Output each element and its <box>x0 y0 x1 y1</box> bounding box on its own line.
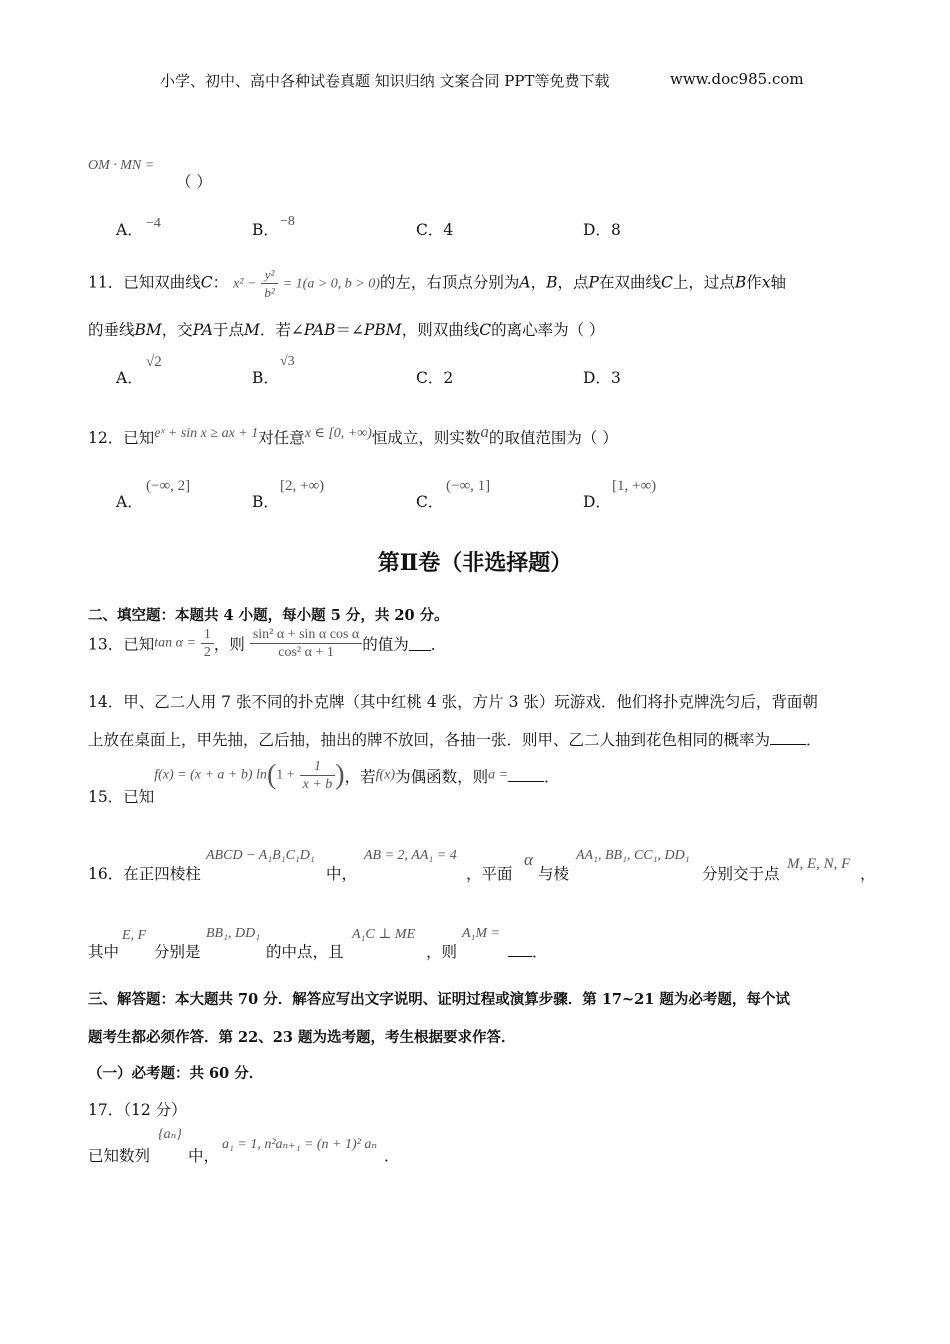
section3-line2: 题考生都必须作答．第 22、23 题为选考题，考生根据要求作答． <box>88 1029 516 1046</box>
q11-option-c: C．2 <box>416 369 454 387</box>
q13-main-fraction: $\frac{\text{sin² α + sin α cos α}}{\text{cos² α + 1}}$ <box>250 626 362 661</box>
header-right: www.doc985.com <box>670 70 804 88</box>
q12-option-c: C． <box>416 493 444 511</box>
q16-condition: AB = 2, AA₁ = 4 <box>364 848 457 863</box>
q15-left-paren: ( <box>266 759 277 791</box>
q11-option-a: A． <box>116 369 143 387</box>
q16-perp: A₁C ⊥ ME <box>352 927 416 942</box>
q15-line: 15．已知f(x) = (x + a + b) ln(1 + $\frac{1}{x + b}$ )，若f(x)为偶函数，则a = ． <box>88 759 560 806</box>
q12-option-d: D． <box>583 493 611 511</box>
q16-line2a: 其中 <box>88 943 120 961</box>
q11-option-b-value: √3 <box>280 354 295 369</box>
q11-line1: 11．已知双曲线C： x² − $\frac{\text{y²}}{\text{b²}}$ = 1(a > 0, b > 0)的左，右顶点分别为A，B，点P在双曲线C上，过点B作x轴 <box>88 267 787 300</box>
q16-answer: ． <box>508 940 548 962</box>
section3-line1: 三、解答题：本大题共 70 分．解答应写出文字说明、证明过程或演算步骤．第 17~21 题为必考题，每个试 <box>88 991 790 1008</box>
part2-title: 第Ⅱ卷（非选择题） <box>377 550 573 576</box>
q11-option-d: D．3 <box>583 369 621 387</box>
q12-option-b: B． <box>252 493 279 511</box>
q14-answer-blank[interactable] <box>770 730 806 745</box>
q11-option-a-value: √2 <box>146 354 162 370</box>
q14-line2: 上放在桌面上，甲先抽，乙后抽，抽出的牌不放回，各抽一张．则甲、乙二人抽到花色相同的概率为 ． <box>88 731 822 749</box>
q15-answer-blank[interactable] <box>508 767 544 782</box>
q13-answer-blank[interactable] <box>409 636 431 651</box>
q16-bd: BB₁, DD₁ <box>206 926 261 941</box>
q14-line1: 14．甲、乙二人用 7 张不同的扑克牌（其中红桃 4 张，方片 3 张）玩游戏．他们将扑克牌洗匀后，背面朝 <box>88 693 818 711</box>
q13-tan-fraction: $\frac{1}{2}$ <box>201 626 214 661</box>
q10-option-b: B． <box>252 221 279 239</box>
q15-fraction: $\frac{1}{x + b}$ <box>300 758 336 793</box>
q17-text2: 中， <box>188 1147 220 1165</box>
q17-end: ． <box>384 1147 400 1165</box>
q10-option-c: C．4 <box>416 221 454 239</box>
q16-alpha: α <box>524 850 533 869</box>
q17-sequence: {aₙ} <box>158 1127 182 1142</box>
q16-line1: 16．在正四棱柱 <box>88 865 201 883</box>
q10-option-a-value: −4 <box>146 216 161 231</box>
q11-option-b: B． <box>252 369 279 387</box>
q16-text1: 中， <box>326 865 358 883</box>
q16-prism: ABCD − A₁B₁C₁D₁ <box>206 848 315 863</box>
q12-option-b-value: [2, +∞) <box>280 478 325 494</box>
q11-line2: 的垂线BM，交PA于点M．若∠PAB＝∠PBM，则双曲线C的离心率为（ ） <box>88 321 605 339</box>
q12-option-a: A． <box>116 493 143 511</box>
q16-text3: 与棱 <box>538 865 570 883</box>
q16-text5: ， <box>860 865 876 883</box>
q10-option-d: D．8 <box>583 221 621 239</box>
q16-text4: 分别交于点 <box>702 865 780 883</box>
q16-text2: ，平面 <box>466 865 513 883</box>
q17-text1: 已知数列 <box>88 1147 151 1165</box>
q12-line: 12．已知eˣ + sin x ≥ ax + 1对任意x ∈ [0, +∞)恒成立，则实数a的取值范围为（ ） <box>88 422 618 447</box>
q10-expression: OM · MN = <box>88 158 155 173</box>
q17-heading: 17．（12 分） <box>88 1101 187 1119</box>
q17-condition: a₁ = 1, n²aₙ₊₁ = (n + 1)² aₙ <box>222 1137 378 1152</box>
q16-line2d: ，则 <box>426 943 458 961</box>
q16-points: M, E, N, F <box>787 856 851 872</box>
q13-line: 13．已知tan α = $\frac{1}{2}$ ，则 $\frac{\text{sin² α + sin α cos α}}{\text{cos² α + 1}}$ 的值为 ． <box>88 627 447 660</box>
q16-ef: E, F <box>122 928 147 943</box>
q12-option-c-value: (−∞, 1] <box>446 478 491 494</box>
q16-line2b: 分别是 <box>154 943 201 961</box>
subsection-required: （一）必考题：共 60 分． <box>88 1065 264 1082</box>
q16-answer-blank[interactable] <box>508 942 532 957</box>
q10-paren: （ ） <box>176 173 212 191</box>
q12-option-a-value: (−∞, 2] <box>146 478 191 494</box>
q15-right-paren: ) <box>335 759 345 791</box>
q12-option-d-value: [1, +∞) <box>612 478 657 494</box>
section2-heading: 二、填空题：本题共 4 小题，每小题 5 分，共 20 分。 <box>88 607 449 624</box>
q16-a1m: A₁M = <box>462 926 501 941</box>
q10-option-a: A． <box>116 221 143 239</box>
q10-option-b-value: −8 <box>280 214 295 229</box>
q11-fraction: $\frac{\text{y²}}{\text{b²}}$ <box>261 266 277 301</box>
q16-line2c: 的中点，且 <box>266 943 344 961</box>
q16-edges: AA₁, BB₁, CC₁, DD₁ <box>576 848 690 863</box>
header-left: 小学、初中、高中各种试卷真题 知识归纳 文案合同 PPT等免费下载 <box>160 72 610 90</box>
